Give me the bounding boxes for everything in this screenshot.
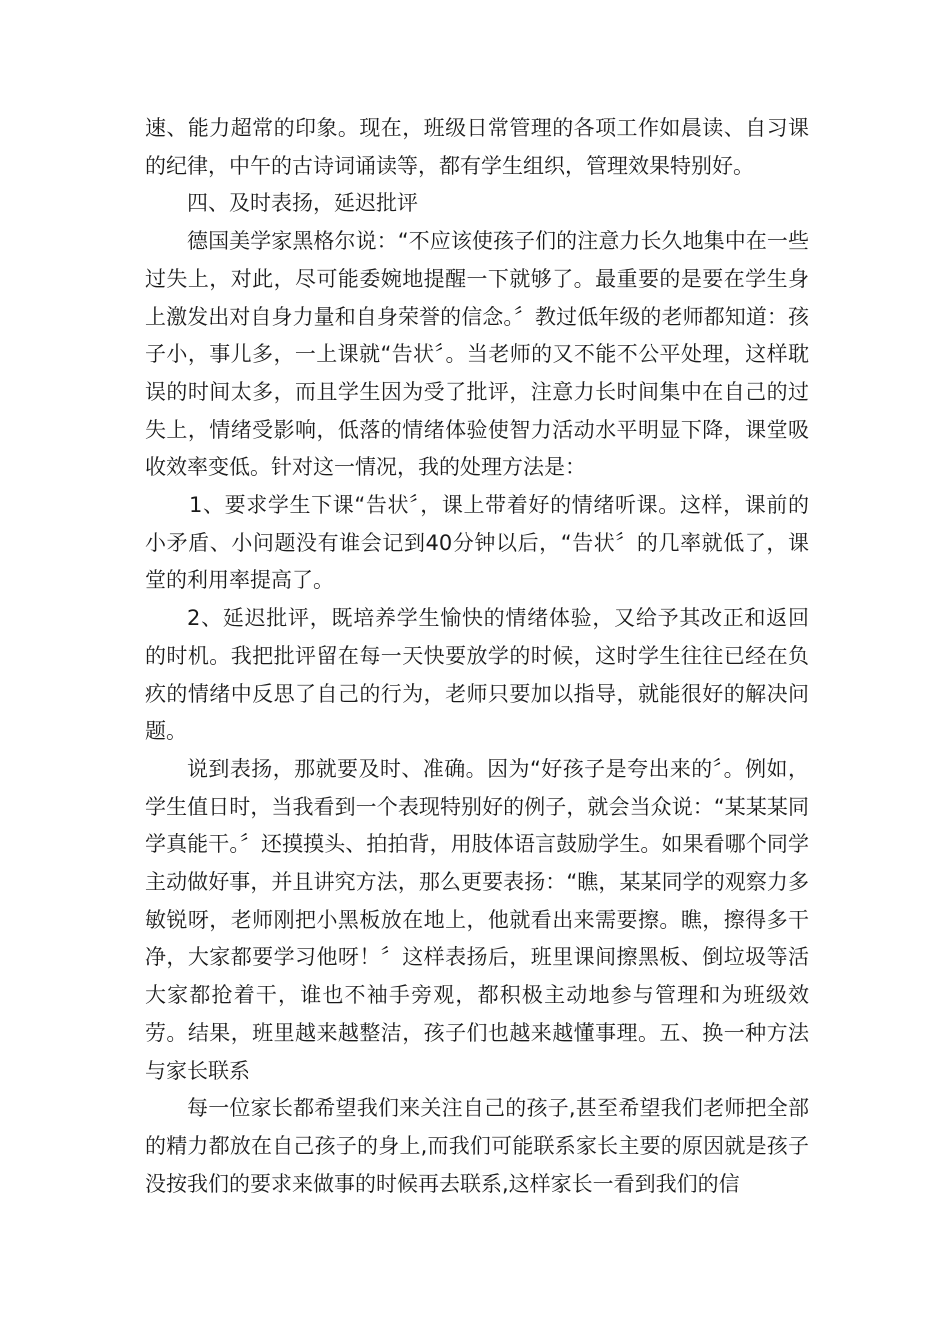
- paragraph-continuation: 速、能力超常的印象。现在，班级日常管理的各项工作如晨读、自习课的纪律，中午的古诗词诵读等，都有学生组织，管理效果特别好。: [145, 116, 809, 178]
- paragraph-praise: 说到表扬，那就要及时、准确。因为“好孩子是夸出来的〞。例如，学生值日时，当我看到一个表现特别好的例子，就会当众说：“某某某同学真能干。〞还摸摸头、拍拍背，用肢体语言鼓励学生。如果看哪个同学主动做好事，并且讲究方法，那么更要表扬：“瞧，某某同学的观察力多敏锐呀，老师刚把小黑板放在地上，他就看出来需要擦。瞧，擦得多干净，大家都要学习他呀！〞这样表扬后，班里课间擦黑板、倒垃圾等活大家都抢着干，谁也不袖手旁观，都积极主动地参与管理和为班级效劳。结果，班里越来越整洁，孩子们也越来越懂事理。五、换一种方法与家长联系: [145, 756, 809, 1083]
- list-item-2: 2、延迟批评，既培养学生愉快的情绪体验，又给予其改正和返回的时机。我把批评留在每一天快要放学的时候，这时学生往往已经在负疚的情绪中反思了自己的行为，老师只要加以指导，就能很好的解决问题。: [145, 606, 809, 744]
- paragraph-parents: 每一位家长都希望我们来关注自己的孩子,甚至希望我们老师把全部的精力都放在自己孩子的身上,而我们可能联系家长主要的原因就是孩子没按我们的要求来做事的时候再去联系,这样家长一看到我们的信: [145, 1096, 809, 1196]
- list-item-1: 1、要求学生下课“告状〞，课上带着好的情绪听课。这样，课前的小矛盾、小问题没有谁会记到40分钟以后，“告状〞的几率就低了，课堂的利用率提高了。: [145, 493, 809, 593]
- paragraph-hegel-quote: 德国美学家黑格尔说：“不应该使孩子们的注意力长久地集中在一些过失上，对此，尽可能委婉地提醒一下就够了。最重要的是要在学生身上激发出对自身力量和自身荣誉的信念。〞教过低年级的老师都知道：孩子小，事儿多，一上课就“告状〞。当老师的又不能不公平处理，这样耽误的时间太多，而且学生因为受了批评，注意力长时间集中在自己的过失上，情绪受影响，低落的情绪体验使智力活动水平明显下降，课堂吸收效率变低。针对这一情况，我的处理方法是：: [145, 229, 809, 480]
- section-heading-praise-criticism: 四、及时表扬，延迟批评: [187, 191, 418, 216]
- document-body: [145, 110, 809, 1203]
